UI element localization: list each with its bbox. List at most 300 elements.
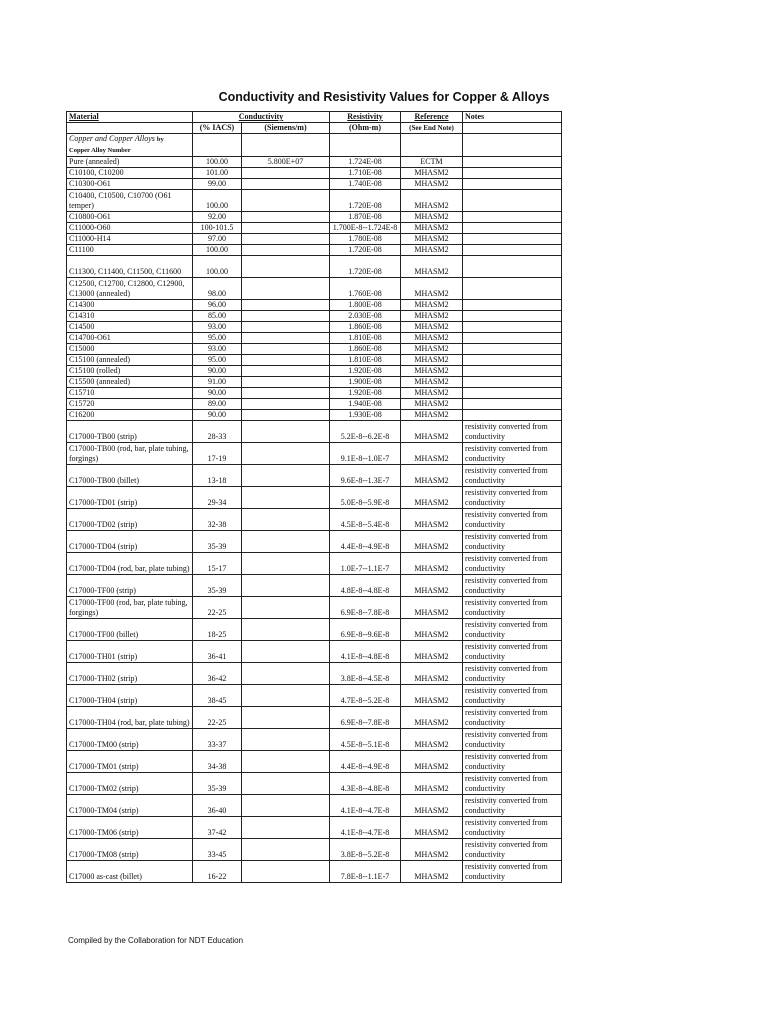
material-cell: C17000-TH02 (strip): [67, 663, 193, 685]
material-cell: Pure (annealed): [67, 157, 193, 168]
resistivity-cell: 7.8E-8--1.1E-7: [330, 861, 401, 883]
table-row: [67, 443, 562, 465]
iacs-cell: 34-38: [193, 751, 242, 773]
resistivity-cell: 3.8E-8--4.5E-8: [330, 663, 401, 685]
iacs-cell: 37-42: [193, 817, 242, 839]
table-row: [67, 795, 562, 817]
resistivity-cell: 1.800E-08: [330, 300, 401, 311]
resistivity-cell: 4.4E-8--4.9E-8: [330, 531, 401, 553]
reference-cell: MHASM2: [401, 465, 463, 487]
material-cell: C11300, C11400, C11500, C11600: [67, 256, 193, 278]
iacs-cell: 100.00: [193, 245, 242, 256]
reference-cell: MHASM2: [401, 795, 463, 817]
iacs-cell: 35-39: [193, 531, 242, 553]
iacs-cell: 99.00: [193, 179, 242, 190]
table-row: [67, 817, 562, 839]
reference-cell: MHASM2: [401, 861, 463, 883]
resistivity-cell: 1.760E-08: [330, 278, 401, 300]
notes-cell: resistivity converted from conductivity: [463, 773, 562, 795]
section-cell: [67, 134, 193, 157]
siemens-cell: 5.800E+07: [242, 157, 330, 168]
notes-cell: [463, 223, 562, 234]
iacs-cell: 35-39: [193, 575, 242, 597]
material-cell: C17000-TM04 (strip): [67, 795, 193, 817]
material-cell: C15720: [67, 399, 193, 410]
notes-cell: resistivity converted from conductivity: [463, 795, 562, 817]
siemens-cell: [242, 278, 330, 300]
table-row: [67, 179, 562, 190]
notes-cell: resistivity converted from conductivity: [463, 509, 562, 531]
siemens-cell: [242, 377, 330, 388]
reference-cell: MHASM2: [401, 212, 463, 223]
notes-cell: resistivity converted from conductivity: [463, 531, 562, 553]
notes-cell: resistivity converted from conductivity: [463, 421, 562, 443]
reference-cell: MHASM2: [401, 421, 463, 443]
reference-cell: MHASM2: [401, 190, 463, 212]
iacs-cell: 35-39: [193, 773, 242, 795]
material-cell: C17000-TM08 (strip): [67, 839, 193, 861]
material-cell: C17000-TF00 (billet): [67, 619, 193, 641]
iacs-cell: 33-37: [193, 729, 242, 751]
siemens-cell: [242, 168, 330, 179]
material-cell: C17000-TM06 (strip): [67, 817, 193, 839]
header-resistivity: Resistivity: [330, 112, 401, 123]
material-cell: C15710: [67, 388, 193, 399]
notes-cell: resistivity converted from conductivity: [463, 751, 562, 773]
iacs-cell: 93.00: [193, 322, 242, 333]
material-cell: C17000-TD02 (strip): [67, 509, 193, 531]
header-row: [67, 112, 562, 123]
notes-cell: resistivity converted from conductivity: [463, 553, 562, 575]
table-row: [67, 553, 562, 575]
siemens-cell: [242, 355, 330, 366]
table-row: [67, 344, 562, 355]
units-see-end-note: (See End Note): [401, 123, 463, 134]
iacs-cell: 93.00: [193, 344, 242, 355]
iacs-cell: 17-19: [193, 443, 242, 465]
reference-cell: MHASM2: [401, 300, 463, 311]
table-row: [67, 157, 562, 168]
reference-cell: MHASM2: [401, 366, 463, 377]
notes-cell: [463, 399, 562, 410]
material-cell: C17000-TM02 (strip): [67, 773, 193, 795]
reference-cell: MHASM2: [401, 729, 463, 751]
iacs-cell: 100-101.5: [193, 223, 242, 234]
notes-cell: [463, 344, 562, 355]
iacs-cell: 36-40: [193, 795, 242, 817]
siemens-cell: [242, 575, 330, 597]
resistivity-cell: 1.930E-08: [330, 410, 401, 421]
table-row: [67, 245, 562, 256]
iacs-cell: 89.00: [193, 399, 242, 410]
table-row: [67, 410, 562, 421]
material-cell: C17000-TB00 (rod, bar, plate tubing, forgings): [67, 443, 193, 465]
resistivity-cell: 1.740E-08: [330, 179, 401, 190]
siemens-cell: [242, 311, 330, 322]
resistivity-cell: 1.700E-8--1.724E-8: [330, 223, 401, 234]
table-row: [67, 322, 562, 333]
siemens-cell: [242, 795, 330, 817]
siemens-cell: [242, 256, 330, 278]
notes-cell: resistivity converted from conductivity: [463, 619, 562, 641]
resistivity-cell: 1.870E-08: [330, 212, 401, 223]
siemens-cell: [242, 729, 330, 751]
material-cell: C17000 as-cast (billet): [67, 861, 193, 883]
iacs-cell: 100.00: [193, 157, 242, 168]
material-cell: C14300: [67, 300, 193, 311]
section-row: [67, 134, 562, 157]
header-conductivity: Conductivity: [193, 112, 330, 123]
resistivity-cell: 1.710E-08: [330, 168, 401, 179]
material-cell: C10800-O61: [67, 212, 193, 223]
section-blank: [463, 134, 562, 157]
material-cell: C17000-TD01 (strip): [67, 487, 193, 509]
units-blank: [67, 123, 193, 134]
notes-cell: [463, 388, 562, 399]
reference-cell: MHASM2: [401, 817, 463, 839]
reference-cell: MHASM2: [401, 509, 463, 531]
notes-cell: resistivity converted from conductivity: [463, 861, 562, 883]
notes-cell: [463, 168, 562, 179]
table-row: [67, 663, 562, 685]
table-row: [67, 421, 562, 443]
section-blank: [401, 134, 463, 157]
siemens-cell: [242, 443, 330, 465]
siemens-cell: [242, 553, 330, 575]
units-iacs: (% IACS): [193, 123, 242, 134]
table-row: [67, 751, 562, 773]
section-subtitle: Copper Alloy Number: [69, 147, 131, 154]
resistivity-cell: 1.920E-08: [330, 388, 401, 399]
reference-cell: MHASM2: [401, 344, 463, 355]
page-title: Conductivity and Resistivity Values for Copper & Alloys: [218, 90, 550, 104]
reference-cell: MHASM2: [401, 399, 463, 410]
resistivity-cell: 1.920E-08: [330, 366, 401, 377]
units-ohm: (Ohm-m): [330, 123, 401, 134]
resistivity-cell: 1.810E-08: [330, 355, 401, 366]
siemens-cell: [242, 322, 330, 333]
table-row: [67, 234, 562, 245]
reference-cell: MHASM2: [401, 278, 463, 300]
material-cell: C15100 (annealed): [67, 355, 193, 366]
header-material: Material: [67, 112, 193, 123]
iacs-cell: 100.00: [193, 190, 242, 212]
siemens-cell: [242, 399, 330, 410]
header-notes: Notes: [463, 112, 562, 123]
reference-cell: ECTM: [401, 157, 463, 168]
table-row: [67, 531, 562, 553]
units-siemens: (Siemens/m): [242, 123, 330, 134]
units-row: [67, 123, 562, 134]
resistivity-cell: 1.780E-08: [330, 234, 401, 245]
table-row: [67, 223, 562, 234]
iacs-cell: 98.00: [193, 278, 242, 300]
table-row: [67, 366, 562, 377]
notes-cell: resistivity converted from conductivity: [463, 641, 562, 663]
resistivity-cell: 1.860E-08: [330, 322, 401, 333]
table-row: [67, 487, 562, 509]
resistivity-cell: 2.030E-08: [330, 311, 401, 322]
resistivity-cell: 1.940E-08: [330, 399, 401, 410]
material-cell: C17000-TB00 (billet): [67, 465, 193, 487]
siemens-cell: [242, 212, 330, 223]
resistivity-cell: 9.1E-8--1.0E-7: [330, 443, 401, 465]
resistivity-cell: 9.6E-8--1.3E-7: [330, 465, 401, 487]
notes-cell: [463, 300, 562, 311]
siemens-cell: [242, 531, 330, 553]
siemens-cell: [242, 300, 330, 311]
table-row: [67, 278, 562, 300]
table-row: [67, 597, 562, 619]
section-title: Copper and Copper Alloys: [69, 134, 155, 143]
iacs-cell: 18-25: [193, 619, 242, 641]
siemens-cell: [242, 619, 330, 641]
resistivity-cell: 1.900E-08: [330, 377, 401, 388]
notes-cell: [463, 311, 562, 322]
iacs-cell: 36-41: [193, 641, 242, 663]
material-cell: C12500, C12700, C12800, C12900, C13000 (annealed): [67, 278, 193, 300]
iacs-cell: 101.00: [193, 168, 242, 179]
resistivity-cell: 1.720E-08: [330, 256, 401, 278]
resistivity-cell: 4.8E-8--4.8E-8: [330, 575, 401, 597]
reference-cell: MHASM2: [401, 685, 463, 707]
material-cell: C17000-TB00 (strip): [67, 421, 193, 443]
table-row: [67, 355, 562, 366]
notes-cell: resistivity converted from conductivity: [463, 597, 562, 619]
material-cell: C14700-O61: [67, 333, 193, 344]
reference-cell: MHASM2: [401, 245, 463, 256]
resistivity-cell: 6.9E-8--7.8E-8: [330, 707, 401, 729]
siemens-cell: [242, 751, 330, 773]
iacs-cell: 29-34: [193, 487, 242, 509]
notes-cell: resistivity converted from conductivity: [463, 575, 562, 597]
reference-cell: MHASM2: [401, 388, 463, 399]
siemens-cell: [242, 465, 330, 487]
iacs-cell: 92.00: [193, 212, 242, 223]
resistivity-cell: 4.1E-8--4.7E-8: [330, 817, 401, 839]
siemens-cell: [242, 344, 330, 355]
resistivity-cell: 4.5E-8--5.1E-8: [330, 729, 401, 751]
conductivity-table: [66, 111, 562, 883]
siemens-cell: [242, 773, 330, 795]
iacs-cell: 100.00: [193, 256, 242, 278]
reference-cell: MHASM2: [401, 179, 463, 190]
reference-cell: MHASM2: [401, 751, 463, 773]
reference-cell: MHASM2: [401, 773, 463, 795]
table-row: [67, 707, 562, 729]
notes-cell: [463, 366, 562, 377]
siemens-cell: [242, 366, 330, 377]
reference-cell: MHASM2: [401, 377, 463, 388]
notes-cell: resistivity converted from conductivity: [463, 817, 562, 839]
iacs-cell: 15-17: [193, 553, 242, 575]
reference-cell: MHASM2: [401, 234, 463, 245]
resistivity-cell: 1.720E-08: [330, 190, 401, 212]
iacs-cell: 95.00: [193, 333, 242, 344]
notes-cell: [463, 157, 562, 168]
siemens-cell: [242, 388, 330, 399]
reference-cell: MHASM2: [401, 333, 463, 344]
table-row: [67, 773, 562, 795]
material-cell: C15500 (annealed): [67, 377, 193, 388]
table-row: [67, 641, 562, 663]
material-cell: C15000: [67, 344, 193, 355]
iacs-cell: 38-45: [193, 685, 242, 707]
material-cell: C15100 (rolled): [67, 366, 193, 377]
siemens-cell: [242, 861, 330, 883]
iacs-cell: 32-38: [193, 509, 242, 531]
material-cell: C17000-TM01 (strip): [67, 751, 193, 773]
reference-cell: MHASM2: [401, 597, 463, 619]
notes-cell: [463, 377, 562, 388]
iacs-cell: 95.00: [193, 355, 242, 366]
reference-cell: MHASM2: [401, 256, 463, 278]
table-row: [67, 575, 562, 597]
notes-cell: [463, 410, 562, 421]
resistivity-cell: 4.1E-8--4.8E-8: [330, 641, 401, 663]
section-blank: [193, 134, 242, 157]
reference-cell: MHASM2: [401, 168, 463, 179]
notes-cell: resistivity converted from conductivity: [463, 465, 562, 487]
notes-cell: resistivity converted from conductivity: [463, 839, 562, 861]
siemens-cell: [242, 663, 330, 685]
resistivity-cell: 1.724E-08: [330, 157, 401, 168]
reference-cell: MHASM2: [401, 575, 463, 597]
iacs-cell: 90.00: [193, 410, 242, 421]
reference-cell: MHASM2: [401, 322, 463, 333]
table-row: [67, 465, 562, 487]
siemens-cell: [242, 234, 330, 245]
table-row: [67, 311, 562, 322]
resistivity-cell: 5.2E-8--6.2E-8: [330, 421, 401, 443]
table-row: [67, 619, 562, 641]
reference-cell: MHASM2: [401, 707, 463, 729]
siemens-cell: [242, 410, 330, 421]
table-row: [67, 256, 562, 278]
table-row: [67, 212, 562, 223]
table-row: [67, 377, 562, 388]
reference-cell: MHASM2: [401, 839, 463, 861]
material-cell: C10300-O61: [67, 179, 193, 190]
material-cell: C11100: [67, 245, 193, 256]
table-row: [67, 509, 562, 531]
header-reference: Reference: [401, 112, 463, 123]
reference-cell: MHASM2: [401, 553, 463, 575]
iacs-cell: 97.00: [193, 234, 242, 245]
siemens-cell: [242, 179, 330, 190]
iacs-cell: 22-25: [193, 707, 242, 729]
table-row: [67, 839, 562, 861]
material-cell: C17000-TD04 (rod, bar, plate tubing): [67, 553, 193, 575]
notes-cell: [463, 245, 562, 256]
material-cell: C14500: [67, 322, 193, 333]
table-row: [67, 685, 562, 707]
table-row: [67, 333, 562, 344]
table-row: [67, 399, 562, 410]
material-cell: C10400, C10500, C10700 (O61 temper): [67, 190, 193, 212]
reference-cell: MHASM2: [401, 311, 463, 322]
reference-cell: MHASM2: [401, 410, 463, 421]
notes-cell: [463, 278, 562, 300]
resistivity-cell: 1.810E-08: [330, 333, 401, 344]
reference-cell: MHASM2: [401, 663, 463, 685]
iacs-cell: 13-18: [193, 465, 242, 487]
notes-cell: resistivity converted from conductivity: [463, 707, 562, 729]
table-row: [67, 190, 562, 212]
iacs-cell: 36-42: [193, 663, 242, 685]
reference-cell: MHASM2: [401, 531, 463, 553]
notes-cell: [463, 355, 562, 366]
notes-cell: [463, 256, 562, 278]
resistivity-cell: 1.720E-08: [330, 245, 401, 256]
notes-cell: [463, 212, 562, 223]
resistivity-cell: 4.1E-8--4.7E-8: [330, 795, 401, 817]
table-row: [67, 300, 562, 311]
material-cell: C17000-TF00 (strip): [67, 575, 193, 597]
siemens-cell: [242, 487, 330, 509]
siemens-cell: [242, 839, 330, 861]
iacs-cell: 33-45: [193, 839, 242, 861]
material-cell: C17000-TD04 (strip): [67, 531, 193, 553]
resistivity-cell: 6.9E-8--7.8E-8: [330, 597, 401, 619]
siemens-cell: [242, 223, 330, 234]
section-blank: [242, 134, 330, 157]
table-row: [67, 168, 562, 179]
notes-cell: resistivity converted from conductivity: [463, 685, 562, 707]
notes-cell: resistivity converted from conductivity: [463, 729, 562, 751]
table-row: [67, 861, 562, 883]
resistivity-cell: 4.3E-8--4.8E-8: [330, 773, 401, 795]
iacs-cell: 91.00: [193, 377, 242, 388]
iacs-cell: 96.00: [193, 300, 242, 311]
siemens-cell: [242, 190, 330, 212]
siemens-cell: [242, 509, 330, 531]
resistivity-cell: 3.8E-8--5.2E-8: [330, 839, 401, 861]
section-by: by: [156, 136, 164, 143]
resistivity-cell: 5.0E-8--5.9E-8: [330, 487, 401, 509]
notes-cell: [463, 333, 562, 344]
siemens-cell: [242, 333, 330, 344]
material-cell: C17000-TH04 (strip): [67, 685, 193, 707]
material-cell: C16200: [67, 410, 193, 421]
resistivity-cell: 4.5E-8--5.4E-8: [330, 509, 401, 531]
siemens-cell: [242, 817, 330, 839]
resistivity-cell: 1.860E-08: [330, 344, 401, 355]
siemens-cell: [242, 597, 330, 619]
iacs-cell: 90.00: [193, 388, 242, 399]
reference-cell: MHASM2: [401, 619, 463, 641]
notes-cell: resistivity converted from conductivity: [463, 663, 562, 685]
siemens-cell: [242, 685, 330, 707]
material-cell: C14310: [67, 311, 193, 322]
siemens-cell: [242, 707, 330, 729]
material-cell: C17000-TH04 (rod, bar, plate tubing): [67, 707, 193, 729]
material-cell: C11000-O60: [67, 223, 193, 234]
material-cell: C17000-TF00 (rod, bar, plate tubing, forgings): [67, 597, 193, 619]
notes-cell: [463, 234, 562, 245]
siemens-cell: [242, 641, 330, 663]
resistivity-cell: 4.4E-8--4.9E-8: [330, 751, 401, 773]
resistivity-cell: 4.7E-8--5.2E-8: [330, 685, 401, 707]
reference-cell: MHASM2: [401, 443, 463, 465]
units-notes-blank: [463, 123, 562, 134]
notes-cell: [463, 190, 562, 212]
reference-cell: MHASM2: [401, 355, 463, 366]
notes-cell: resistivity converted from conductivity: [463, 487, 562, 509]
iacs-cell: 22-25: [193, 597, 242, 619]
material-cell: C17000-TM00 (strip): [67, 729, 193, 751]
resistivity-cell: 1.0E-7--1.1E-7: [330, 553, 401, 575]
